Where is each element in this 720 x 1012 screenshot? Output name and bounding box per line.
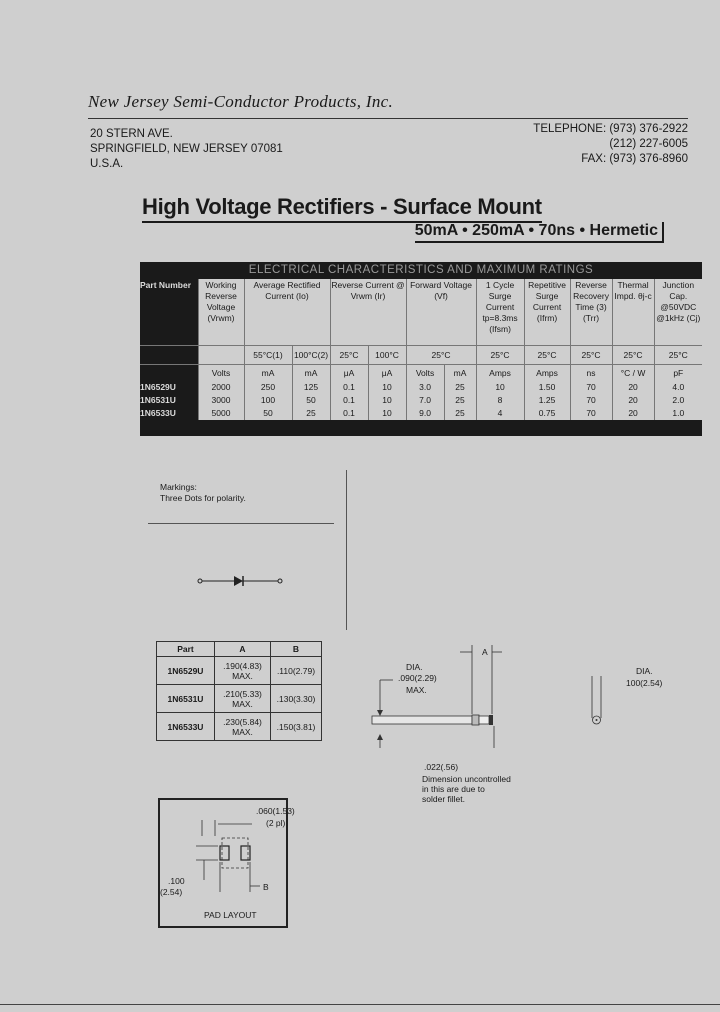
page-subtitle: 50mA • 250mA • 70ns • Hermetic	[415, 222, 664, 243]
condition-cell: 100°C	[368, 346, 406, 365]
unit-cell: Volts	[406, 365, 444, 382]
data-cell: 125	[292, 381, 330, 394]
data-cell: 3.0	[406, 381, 444, 394]
data-cell: 25	[292, 407, 330, 420]
dims-part: 1N6529U	[157, 657, 215, 685]
data-cell: 100	[244, 394, 292, 407]
part-number-header: Part Number	[140, 279, 198, 346]
data-cell: 3000	[198, 394, 244, 407]
unit-cell: Volts	[198, 365, 244, 382]
spec-table-wrap	[140, 262, 702, 436]
solder-note-line: solder fillet.	[422, 794, 465, 804]
data-cell: 5000	[198, 407, 244, 420]
condition-cell: 25°C	[570, 346, 612, 365]
end-dia-label: DIA.	[636, 666, 653, 676]
part-cell-blank	[140, 346, 198, 365]
data-cell: 20	[612, 381, 654, 394]
header-thermal: Thermal Impd. θj-c	[612, 279, 654, 346]
unit-cell: μA	[330, 365, 368, 382]
unit-cell: mA	[292, 365, 330, 382]
dimensions-table-wrap	[156, 641, 322, 741]
fax: FAX: (973) 376-8960	[581, 153, 688, 165]
side-dia-value: .090(2.29)	[398, 673, 437, 683]
table-row	[140, 381, 702, 394]
side-dia-max: MAX.	[406, 685, 427, 695]
pad-dim-b-label: B	[263, 882, 269, 892]
condition-cell: 25°C	[476, 346, 524, 365]
telephone-alt: (212) 227-6005	[609, 138, 688, 150]
units-row	[140, 365, 702, 382]
data-cell: 10	[368, 407, 406, 420]
condition-cell: 25°C	[330, 346, 368, 365]
end-view-drawing	[580, 670, 620, 730]
dims-part: 1N6533U	[157, 713, 215, 741]
address-line: U.S.A.	[90, 158, 124, 170]
dimension-a-label: A	[482, 647, 488, 657]
data-cell: 1.50	[524, 381, 570, 394]
header-ifsm: 1 Cycle Surge Current tp=8.3ms (Ifsm)	[476, 279, 524, 346]
address-line: 20 STERN AVE.	[90, 128, 173, 140]
unit-cell: Amps	[524, 365, 570, 382]
part-number: 1N6531U	[140, 394, 198, 407]
data-cell: 25	[444, 394, 476, 407]
lead-dim-value: .022(.56)	[424, 762, 459, 772]
data-cell: 70	[570, 407, 612, 420]
data-cell: 50	[292, 394, 330, 407]
header-trr: Reverse Recovery Time (3) (Trr)	[570, 279, 612, 346]
data-cell: 0.75	[524, 407, 570, 420]
header-ir: Reverse Current @ Vrwm (Ir)	[330, 279, 406, 346]
company-name: New Jersey Semi-Conductor Products, Inc.	[88, 92, 394, 111]
diode-symbol-icon	[196, 572, 288, 590]
condition-cell: 25°C	[524, 346, 570, 365]
dims-part: 1N6531U	[157, 685, 215, 713]
contact-block	[533, 122, 688, 167]
pad-dim-spacing: .100	[168, 876, 185, 886]
pad-layout-caption: PAD LAYOUT	[204, 910, 257, 920]
dims-b: .130(3.30)	[271, 685, 322, 713]
markings-label: Markings:	[160, 482, 197, 492]
condition-cell: 25°C	[612, 346, 654, 365]
dims-header-row	[157, 642, 322, 657]
solder-note-line: in this are due to	[422, 784, 485, 794]
section-rule	[148, 523, 334, 524]
data-cell: 1.0	[672, 408, 685, 418]
part-cell-blank	[140, 365, 198, 382]
end-dia-value: 100(2.54)	[626, 678, 663, 688]
side-dia-label: DIA.	[406, 662, 423, 672]
dimensions-table	[156, 641, 322, 741]
pad-dim-width: .060(1.53)	[256, 806, 295, 816]
address-block	[90, 127, 283, 172]
data-cell: 4	[476, 407, 524, 420]
data-cell: 0.1	[330, 407, 368, 420]
data-cell: 4.0	[672, 382, 685, 392]
page-title: High Voltage Rectifiers - Surface Mount	[142, 194, 542, 223]
dims-a: .190(4.83) MAX.	[215, 657, 271, 685]
data-cell: 8	[476, 394, 524, 407]
data-cell: 2.0	[672, 395, 685, 405]
data-cell: 10	[368, 394, 406, 407]
dims-a: .230(5.84) MAX.	[215, 713, 271, 741]
data-cell: 10	[368, 381, 406, 394]
condition-cell: 25°C	[406, 346, 476, 365]
unit-cell: ns	[570, 365, 612, 382]
spec-table	[140, 279, 702, 420]
data-cell: 250	[244, 381, 292, 394]
condition-cell: 25°C	[654, 346, 702, 365]
table-row	[157, 657, 322, 685]
condition-cell	[198, 346, 244, 365]
data-cell: 2000	[198, 381, 244, 394]
header-ifrm: Repetitive Surge Current (Ifrm)	[524, 279, 570, 346]
header-rule	[88, 118, 688, 119]
data-cell: 20	[612, 407, 654, 420]
header-row	[140, 279, 702, 346]
data-cell: 25	[444, 407, 476, 420]
unit-cell: °C / W	[612, 365, 654, 382]
data-cell: 9.0	[406, 407, 444, 420]
header-io: Average Rectified Current (Io)	[244, 279, 330, 346]
data-cell: 20	[612, 394, 654, 407]
data-cell: 70	[570, 381, 612, 394]
conditions-row	[140, 346, 702, 365]
unit-cell: pF	[673, 367, 684, 378]
dims-a: .210(5.33) MAX.	[215, 685, 271, 713]
table-row	[140, 394, 702, 407]
markings-note	[160, 482, 246, 504]
table-row	[157, 685, 322, 713]
pad-dim-spacing-mm: (2.54)	[160, 887, 183, 897]
data-cell: 0.1	[330, 394, 368, 407]
data-cell: 1.25	[524, 394, 570, 407]
vertical-divider	[346, 470, 347, 630]
dims-header-part: Part	[157, 642, 215, 657]
spec-table-footer	[140, 420, 702, 436]
markings-text: Three Dots for polarity.	[160, 493, 246, 503]
header-vf: Forward Voltage (Vf)	[406, 279, 476, 346]
condition-cell: 100°C(2)	[292, 346, 330, 365]
dims-b: .150(3.81)	[271, 713, 322, 741]
condition-cell: 55°C(1)	[244, 346, 292, 365]
data-cell: 50	[244, 407, 292, 420]
unit-cell: μA	[368, 365, 406, 382]
header-vrwm: Working Reverse Voltage (Vrwm)	[198, 279, 244, 346]
dims-header-b: B	[271, 642, 322, 657]
bottom-rule	[0, 1004, 720, 1005]
data-cell: 10	[476, 381, 524, 394]
part-number: 1N6533U	[140, 407, 198, 420]
data-cell: 70	[570, 394, 612, 407]
data-cell: 7.0	[406, 394, 444, 407]
telephone: TELEPHONE: (973) 376-2922	[533, 123, 688, 135]
address-line: SPRINGFIELD, NEW JERSEY 07081	[90, 143, 283, 155]
data-cell: 25	[444, 381, 476, 394]
solder-note-line: Dimension uncontrolled	[422, 774, 511, 784]
part-number: 1N6529U	[140, 381, 198, 394]
header-cj: Junction Cap. @50VDC @1kHz (Cj)	[656, 280, 701, 323]
spec-table-title: ELECTRICAL CHARACTERISTICS AND MAXIMUM RATINGS	[140, 262, 702, 279]
dims-header-a: A	[215, 642, 271, 657]
unit-cell: mA	[444, 365, 476, 382]
unit-cell: mA	[244, 365, 292, 382]
table-row	[140, 407, 702, 420]
dims-b: .110(2.79)	[271, 657, 322, 685]
pad-dim-note: (2 pl)	[266, 818, 286, 828]
data-cell: 0.1	[330, 381, 368, 394]
table-row	[157, 713, 322, 741]
solder-note	[422, 774, 511, 804]
unit-cell: Amps	[476, 365, 524, 382]
